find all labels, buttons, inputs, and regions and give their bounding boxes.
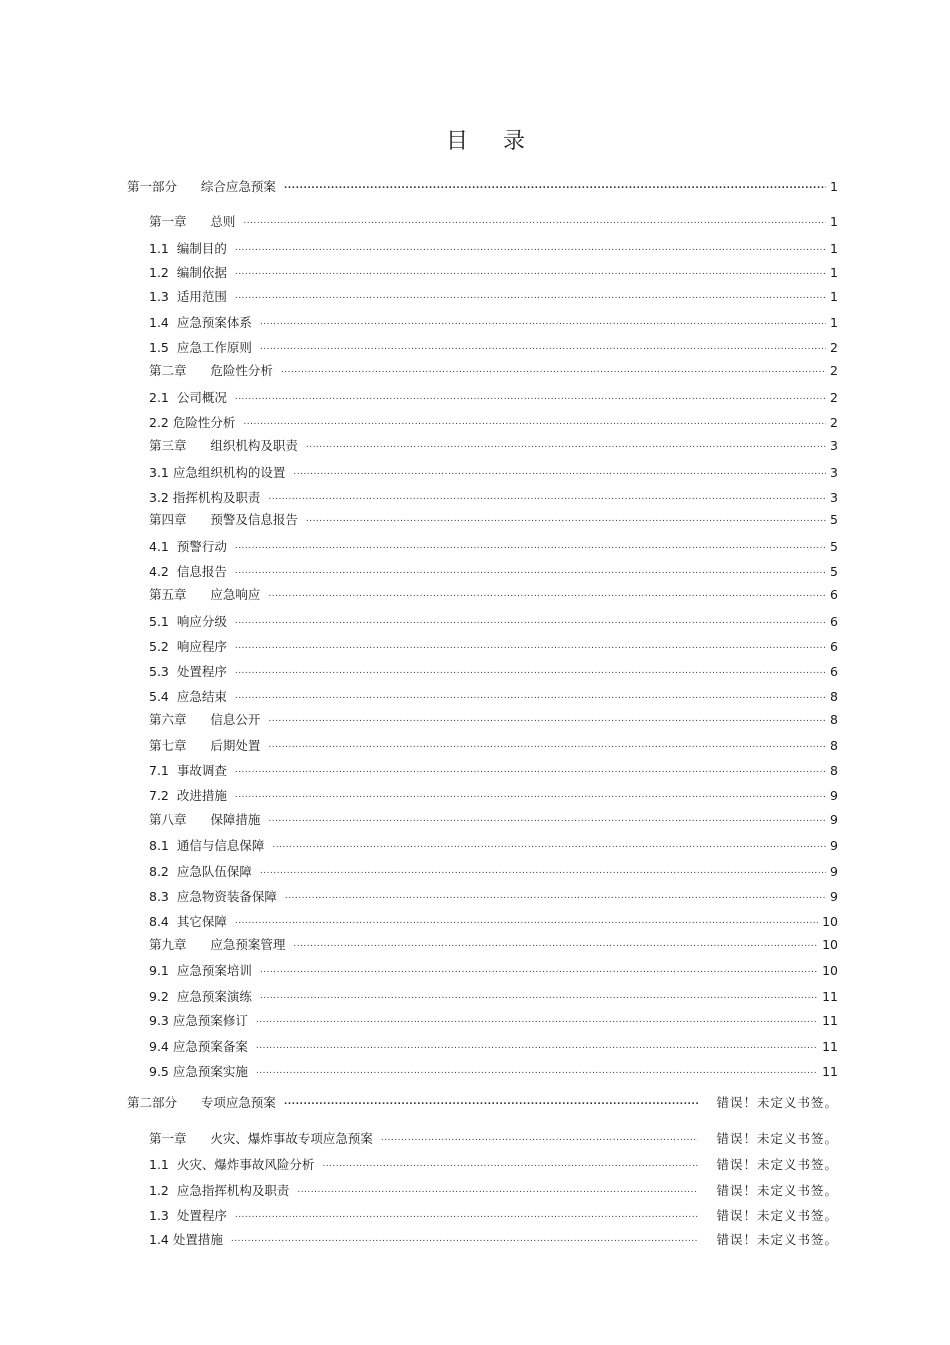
toc-entry-label: 第二章 危险性分析 xyxy=(149,363,273,378)
toc-entry[interactable] xyxy=(149,888,838,906)
dot-leader xyxy=(322,1157,698,1171)
toc-entry-page: 错误！未定义书签。 xyxy=(716,1157,838,1172)
toc-entry-page: 9 xyxy=(830,889,838,904)
dot-leader xyxy=(260,989,818,1003)
toc-entry[interactable] xyxy=(149,988,838,1006)
toc-entry-label: 8.2 应急队伍保障 xyxy=(149,864,252,879)
toc-entry[interactable] xyxy=(149,288,838,306)
toc-entry[interactable] xyxy=(149,863,838,881)
toc-entry[interactable] xyxy=(149,711,838,729)
toc-entry-page: 3 xyxy=(830,438,838,453)
toc-entry[interactable] xyxy=(149,913,838,931)
toc-entry-label: 1.2 编制依据 xyxy=(149,265,227,280)
toc-entry-label: 第六章 信息公开 xyxy=(149,712,261,727)
dot-leader xyxy=(285,889,826,903)
toc-entry-page: 3 xyxy=(830,490,838,505)
dot-leader xyxy=(235,265,826,279)
toc-entry[interactable] xyxy=(149,511,838,529)
toc-entry-label: 1.2 应急指挥机构及职责 xyxy=(149,1183,290,1198)
toc-entry-label: 第一章 总则 xyxy=(149,214,236,229)
toc-entry[interactable] xyxy=(149,389,838,407)
toc-entry-label: 9.2 应急预案演练 xyxy=(149,989,252,1004)
toc-entry[interactable] xyxy=(149,762,838,780)
toc-entry[interactable] xyxy=(149,464,838,482)
toc-entry-label: 1.5 应急工作原则 xyxy=(149,340,252,355)
toc-entry-label: 7.1 事故调查 xyxy=(149,763,227,778)
toc-entry-page: 8 xyxy=(830,712,838,727)
toc-entry-page: 5 xyxy=(830,539,838,554)
toc-entry-page: 9 xyxy=(830,788,838,803)
toc-entry-label: 第五章 应急响应 xyxy=(149,587,261,602)
dot-leader xyxy=(268,490,826,504)
toc-entry[interactable] xyxy=(149,613,838,631)
dot-leader xyxy=(268,738,826,752)
dot-leader xyxy=(281,363,826,377)
dot-leader xyxy=(235,914,818,928)
toc-entry[interactable] xyxy=(149,489,838,507)
toc-entry-label: 5.1 响应分级 xyxy=(149,614,227,629)
toc-entry[interactable] xyxy=(149,837,838,855)
toc-entry-label: 1.1 火灾、爆炸事故风险分析 xyxy=(149,1157,315,1172)
toc-entry-label: 9.3 应急预案修订 xyxy=(149,1013,248,1028)
dot-leader xyxy=(235,614,826,628)
toc-entry-label: 8.1 通信与信息保障 xyxy=(149,838,265,853)
toc-entry-page: 2 xyxy=(830,415,838,430)
toc-entry[interactable] xyxy=(127,178,838,196)
toc-entry-label: 8.3 应急物资装备保障 xyxy=(149,889,277,904)
toc-entry[interactable] xyxy=(127,1094,838,1112)
toc-entry-page: 9 xyxy=(830,838,838,853)
toc-entry[interactable] xyxy=(149,314,838,332)
toc-entry-page: 11 xyxy=(822,1039,838,1054)
toc-entry-page: 1 xyxy=(830,241,838,256)
dot-leader xyxy=(284,179,826,193)
toc-entry-label: 9.5 应急预案实施 xyxy=(149,1064,248,1079)
toc-entry[interactable] xyxy=(149,663,838,681)
toc-entry[interactable] xyxy=(149,811,838,829)
toc-entry[interactable] xyxy=(149,787,838,805)
toc-entry-page: 11 xyxy=(822,1013,838,1028)
toc-entry-label: 8.4 其它保障 xyxy=(149,914,227,929)
toc-entry[interactable] xyxy=(149,1130,838,1148)
toc-entry-label: 2.2 危险性分析 xyxy=(149,415,236,430)
dot-leader xyxy=(235,763,826,777)
toc-entry-label: 2.1 公司概况 xyxy=(149,390,227,405)
toc-entry-page: 5 xyxy=(830,512,838,527)
dot-leader xyxy=(260,340,826,354)
toc-entry[interactable] xyxy=(149,213,838,231)
toc-entry-page: 2 xyxy=(830,340,838,355)
toc-entry-page: 3 xyxy=(830,465,838,480)
toc-entry[interactable] xyxy=(149,437,838,455)
toc-entry-page: 11 xyxy=(822,989,838,1004)
toc-entry-label: 第四章 预警及信息报告 xyxy=(149,512,298,527)
dot-leader xyxy=(272,838,826,852)
dot-leader xyxy=(381,1131,699,1145)
toc-entry[interactable] xyxy=(149,1182,838,1200)
toc-entry-page: 错误！未定义书签。 xyxy=(716,1131,838,1146)
toc-entry[interactable] xyxy=(149,1207,838,1225)
toc-entry[interactable] xyxy=(149,936,838,954)
toc-entry-page: 2 xyxy=(830,390,838,405)
dot-leader xyxy=(235,390,826,404)
toc-entry-label: 9.1 应急预案培训 xyxy=(149,963,252,978)
toc-entry-page: 2 xyxy=(830,363,838,378)
page-title: 目 录 xyxy=(446,129,539,154)
toc-entry[interactable] xyxy=(149,1156,838,1174)
dot-leader xyxy=(235,639,826,653)
toc-entry-page: 6 xyxy=(830,639,838,654)
toc-entry-page: 6 xyxy=(830,614,838,629)
toc-entry-label: 第二部分 专项应急预案 xyxy=(127,1095,276,1110)
toc-entry-page: 1 xyxy=(830,315,838,330)
dot-leader xyxy=(260,963,818,977)
toc-entry-label: 7.2 改进措施 xyxy=(149,788,227,803)
toc-entry[interactable] xyxy=(149,586,838,604)
dot-leader xyxy=(231,1232,699,1246)
toc-entry-page: 9 xyxy=(830,864,838,879)
toc-entry-page: 1 xyxy=(830,289,838,304)
toc-entry-label: 3.1 应急组织机构的设置 xyxy=(149,465,286,480)
toc-entry-label: 1.4 应急预案体系 xyxy=(149,315,252,330)
dot-leader xyxy=(256,1064,818,1078)
toc-entry[interactable] xyxy=(149,1038,838,1056)
dot-leader xyxy=(293,937,818,951)
toc-entry-label: 第一部分 综合应急预案 xyxy=(127,179,276,194)
toc-entry[interactable] xyxy=(149,1012,838,1030)
toc-entry-label: 第三章 组织机构及职责 xyxy=(149,438,298,453)
toc-entry-page: 错误！未定义书签。 xyxy=(716,1095,838,1110)
toc-entry-label: 1.3 处置程序 xyxy=(149,1208,227,1223)
toc-entry-page: 6 xyxy=(830,587,838,602)
toc-entry-page: 9 xyxy=(830,812,838,827)
toc-entry[interactable] xyxy=(149,538,838,556)
dot-leader xyxy=(284,1095,699,1109)
toc-entry-label: 4.1 预警行动 xyxy=(149,539,227,554)
toc-entry[interactable] xyxy=(149,1231,838,1249)
dot-leader xyxy=(268,587,826,601)
toc-entry[interactable] xyxy=(149,414,838,432)
dot-leader xyxy=(297,1183,698,1197)
dot-leader xyxy=(243,415,826,429)
toc-entry-label: 3.2 指挥机构及职责 xyxy=(149,490,261,505)
dot-leader xyxy=(235,689,826,703)
toc-entry-label: 第八章 保障措施 xyxy=(149,812,261,827)
toc-entry[interactable] xyxy=(149,737,838,755)
toc-entry[interactable] xyxy=(149,264,838,282)
dot-leader xyxy=(256,1013,818,1027)
dot-leader xyxy=(268,712,826,726)
toc-entry-page: 6 xyxy=(830,664,838,679)
dot-leader xyxy=(235,289,826,303)
toc-entry-label: 5.2 响应程序 xyxy=(149,639,227,654)
toc-entry-page: 错误！未定义书签。 xyxy=(716,1208,838,1223)
toc-entry-page: 10 xyxy=(822,914,838,929)
dot-leader xyxy=(293,465,826,479)
toc-entry-page: 错误！未定义书签。 xyxy=(716,1183,838,1198)
toc-entry-page: 1 xyxy=(830,265,838,280)
toc-entry-page: 8 xyxy=(830,738,838,753)
toc-entry-label: 5.3 处置程序 xyxy=(149,664,227,679)
toc-entry-label: 5.4 应急结束 xyxy=(149,689,227,704)
dot-leader xyxy=(260,864,826,878)
toc-entry[interactable] xyxy=(149,339,838,357)
dot-leader xyxy=(235,241,826,255)
toc-entry-page: 1 xyxy=(830,214,838,229)
dot-leader xyxy=(235,564,826,578)
toc-entry-label: 第一章 火灾、爆炸事故专项应急预案 xyxy=(149,1131,373,1146)
toc-entry-page: 8 xyxy=(830,689,838,704)
dot-leader xyxy=(235,539,826,553)
toc-entry-page: 11 xyxy=(822,1064,838,1079)
toc-entry-label: 1.3 适用范围 xyxy=(149,289,227,304)
toc-entry-label: 1.4 处置措施 xyxy=(149,1232,223,1247)
toc-entry[interactable] xyxy=(149,688,838,706)
dot-leader xyxy=(243,214,826,228)
toc-entry-page: 1 xyxy=(830,179,838,194)
toc-entry-page: 10 xyxy=(822,937,838,952)
dot-leader xyxy=(306,438,826,452)
toc-entry-page: 8 xyxy=(830,763,838,778)
dot-leader xyxy=(256,1039,818,1053)
toc-entry-label: 4.2 信息报告 xyxy=(149,564,227,579)
toc-entry-label: 1.1 编制目的 xyxy=(149,241,227,256)
toc-entry[interactable] xyxy=(149,563,838,581)
toc-entry-label: 9.4 应急预案备案 xyxy=(149,1039,248,1054)
toc-entry[interactable] xyxy=(149,638,838,656)
dot-leader xyxy=(235,788,826,802)
toc-entry-label: 第七章 后期处置 xyxy=(149,738,261,753)
toc-entry[interactable] xyxy=(149,962,838,980)
toc-entry-page: 5 xyxy=(830,564,838,579)
toc-entry[interactable] xyxy=(149,362,838,380)
dot-leader xyxy=(260,315,826,329)
dot-leader xyxy=(306,512,826,526)
toc-entry-page: 错误！未定义书签。 xyxy=(716,1232,838,1247)
toc-entry-label: 第九章 应急预案管理 xyxy=(149,937,286,952)
toc-entry[interactable] xyxy=(149,240,838,258)
dot-leader xyxy=(235,664,826,678)
toc-entry[interactable] xyxy=(149,1063,838,1081)
dot-leader xyxy=(235,1208,699,1222)
dot-leader xyxy=(268,812,826,826)
toc-entry-page: 10 xyxy=(822,963,838,978)
